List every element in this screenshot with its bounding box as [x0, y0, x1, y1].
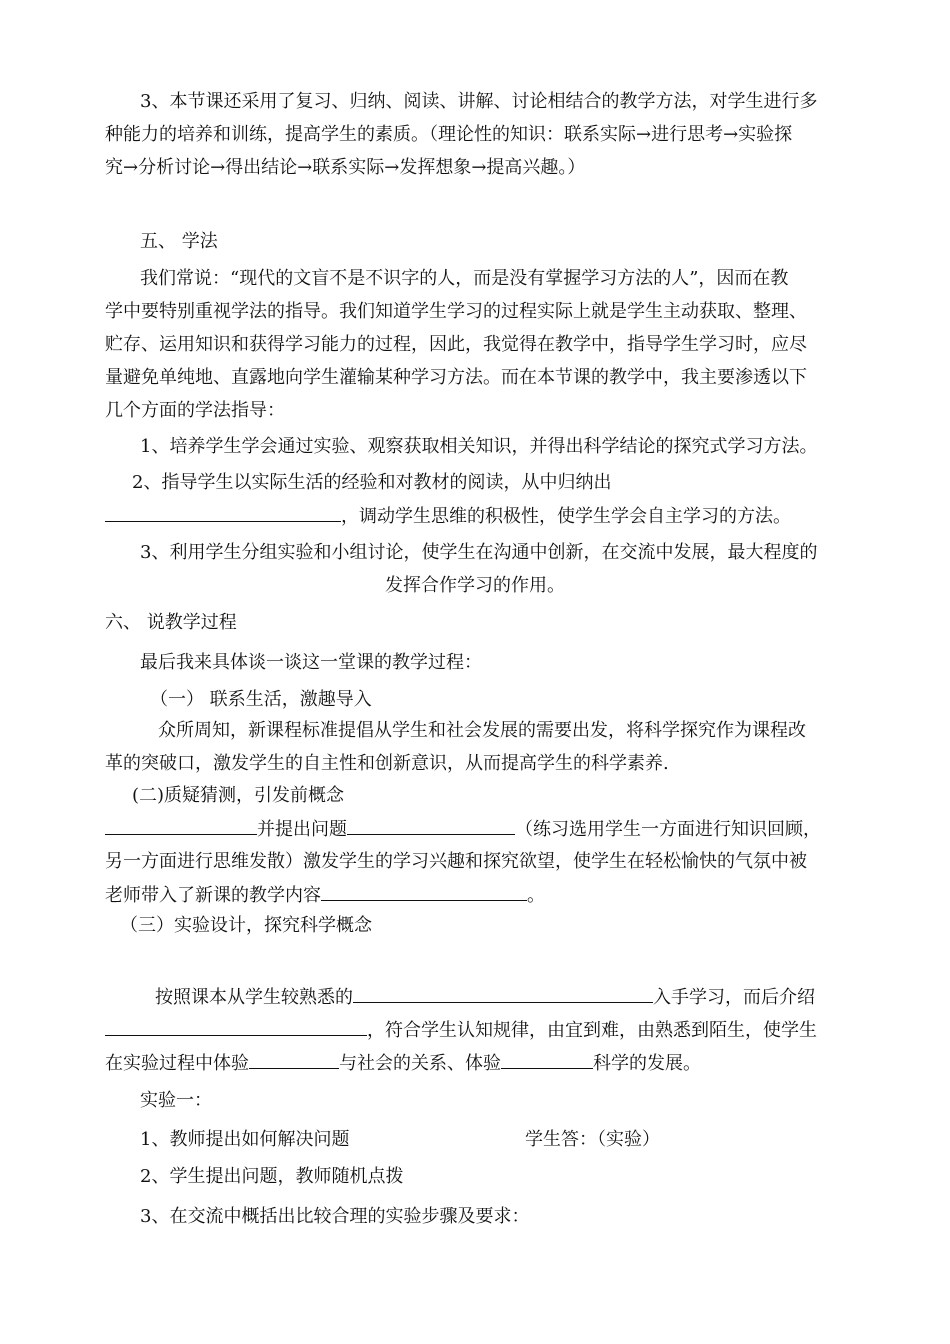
paragraph-line: 种能力的培养和训练，提高学生的素质。（理论性的知识：联系实际→进行思考→实验探	[105, 124, 793, 145]
paragraph-line: 量避免单纯地、直露地向学生灌输某种学习方法。而在本节课的教学中，我主要渗透以下	[105, 367, 807, 388]
paragraph-line: 革的突破口，激发学生的自主性和创新意识，从而提高学生的科学素养.	[105, 753, 669, 774]
experiment-step: 3、在交流中概括出比较合理的实验步骤及要求：	[140, 1206, 530, 1227]
fill-in-blank	[353, 986, 653, 1003]
paragraph-line: 老师带入了新课的教学内容 。	[105, 885, 545, 906]
subsection-title: （三）实验设计，探究科学概念	[120, 915, 372, 936]
paragraph-line: 究→分析讨论→得出结论→联系实际→发挥想象→提高兴趣。）	[105, 157, 586, 178]
paragraph-line: 3、本节课还采用了复习、归纳、阅读、讲解、讨论相结合的教学方法，对学生进行多	[140, 91, 818, 112]
list-item-continuation: ，调动学生思维的积极性，使学生学会自主学习的方法。	[105, 505, 791, 528]
paragraph-line: 众所周知，新课程标准提倡从学生和社会发展的需要出发，将科学探究作为课程改	[158, 720, 806, 741]
fill-in-blank	[249, 1052, 339, 1069]
fill-in-blank	[105, 818, 257, 835]
paragraph-line: ，符合学生认知规律，由宜到难，由熟悉到陌生，使学生	[105, 1019, 817, 1042]
fill-in-blank	[501, 1052, 593, 1069]
fill-in-blank	[321, 884, 527, 901]
list-item-continuation: 发挥合作学习的作用。	[385, 575, 565, 596]
fill-in-blank	[105, 1019, 367, 1036]
experiment-step: 1、教师提出如何解决问题	[140, 1129, 350, 1150]
paragraph-line: 几个方面的学法指导：	[105, 400, 285, 421]
experiment-title: 实验一：	[140, 1090, 212, 1111]
experiment-step: 2、学生提出问题，教师随机点拨	[140, 1166, 404, 1187]
fill-in-blank	[105, 505, 341, 522]
section-heading: 六、 说教学过程	[105, 612, 237, 633]
paragraph-line: 按照课本从学生较熟悉的 入手学习，而后介绍	[155, 987, 815, 1008]
paragraph-line: 贮存、运用知识和获得学习能力的过程，因此，我觉得在教学中，指导学生学习时，应尽	[105, 334, 807, 355]
experiment-answer: 学生答：（实验）	[525, 1129, 660, 1150]
paragraph-line: 学中要特别重视学法的指导。我们知道学生学习的过程实际上就是学生主动获取、整理、	[105, 301, 807, 322]
list-item: 3、利用学生分组实验和小组讨论，使学生在沟通中创新，在交流中发展，最大程度的	[140, 542, 818, 563]
list-item: 2、指导学生以实际生活的经验和对教材的阅读，从中归纳出	[132, 472, 612, 493]
paragraph-line: 另一方面进行思维发散）激发学生的学习兴趣和探究欲望，使学生在轻松愉快的气氛中被	[105, 851, 807, 872]
section-heading: 五、 学法	[140, 231, 218, 252]
paragraph-line: 我们常说：“现代的文盲不是不识字的人，而是没有掌握学习方法的人”，因而在教	[140, 268, 789, 289]
paragraph-line: 并提出问题 （练习选用学生一方面进行知识回顾，	[105, 818, 821, 841]
list-item: 1、培养学生学会通过实验、观察获取相关知识，并得出科学结论的探究式学习方法。	[140, 436, 818, 457]
paragraph-line: 最后我来具体谈一谈这一堂课的教学过程：	[140, 652, 482, 673]
subsection-title: （一） 联系生活，激趣导入	[150, 689, 372, 710]
subsection-title: (二)质疑猜测，引发前概念	[132, 785, 345, 806]
fill-in-blank	[347, 818, 515, 835]
paragraph-line: 在实验过程中体验 与社会的关系、体验 科学的发展。	[105, 1053, 701, 1074]
